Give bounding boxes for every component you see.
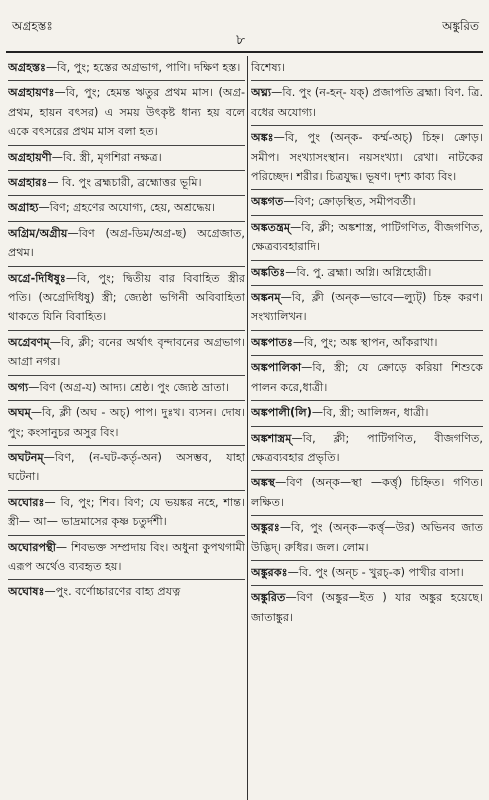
entry-headword: অঙ্কনম্ [251,291,281,305]
entry-definition: —বি, ক্লী (অন্ক—ভাবে—ল্যুট্) চিহ্ন করণ। সংখ্যালিখন। [251,291,483,324]
entry-definition: —বি. পুং (ন-হন্- যক্) প্রজাপতি ব্রহ্মা। বিণ. ত্রি. বধের অযোগ্য। [251,86,483,119]
dictionary-entry [8,56,245,81]
dictionary-entry [8,267,245,331]
left-column [8,56,245,800]
entry-definition: — বি. পুং ব্রহ্মচারী, ব্রহ্মোত্তর ভূমি। [47,176,202,190]
dictionary-entry [251,427,483,472]
entry-headword: অঘোষঃ [8,585,45,599]
page-number: ৮ [236,32,246,48]
entry-headword: অঙ্কপাতঃ [251,335,293,349]
dictionary-entry [251,586,483,630]
entry-definition: —বি, পুং; হেমন্ত ঋতুর প্রথম মাস। (অগ্র-প্রথম, হায়ন বৎসর) এ সময় উৎকৃষ্ট ধান্য হয় বলে একে বৎসরের প্রথম মাস বলা হত। [8,86,245,139]
dictionary-entry [251,56,483,81]
dictionary-entry [251,216,483,261]
column-divider [247,56,248,800]
entry-definition: —বি, পুং; দ্বিতীয় বার বিবাহিত স্ত্রীর পতি। (অগ্রেদিধিষু) স্ত্রী; জ্যেষ্ঠা ভগিনী অবিবাহিতা থাকতে যিনি বিবাহিত। [8,271,245,324]
entry-definition: —বিণ (অঙ্কুর—ইত ) যার অঙ্কুর হয়েছে। জাতাঙ্কুর। [251,591,483,624]
entry-headword: অঙ্কতন্ত্রম্ [251,220,291,234]
dictionary-entry [251,471,483,516]
dictionary-entry [8,81,245,145]
entry-definition: —বি. পু. ব্রহ্মা। অগ্নি। অগ্নিহোত্রী। [285,265,432,279]
entry-headword: অগ্রিম/অগ্রীয় [8,226,68,240]
entry-definition: —বি. পুং (অন্চ - খুরচ্-ক) পাখীর বাসা। [287,565,464,579]
entry-headword: অগ্য [8,380,29,394]
dictionary-entry [251,126,483,190]
entry-definition: —বিণ; গ্রহণের অযোগ্য, হেয়, অশ্রদ্ধেয়। [38,201,216,215]
header-rule [6,51,483,53]
entry-definition: —বি, ক্লী; পাটিগণিত, বীজগণিত, ক্ষেত্রব্যবহার প্রভৃতি। [251,431,483,464]
dictionary-entry [251,356,483,401]
entry-definition: —বিণ (অন্ক—স্থা —কর্ত্তৃ) চিহ্নিত। গণিত। লক্ষিত। [251,476,483,509]
entry-definition: —বি, স্ত্রী; আলিঙ্গন, ধাত্রী। [311,406,429,420]
entry-headword: অগ্রহস্তঃ [8,61,46,74]
entry-headword: অঙ্কঃ [251,131,274,145]
entry-headword: অঙ্কতিঃ [251,265,286,279]
entry-definition: — শিবভক্ত সম্প্রদায় বিং। অধুনা কুপথগামী এরূপ অর্থেও ব্যবহৃত হয়। [8,540,245,573]
page-header [0,8,489,48]
dictionary-entry [251,261,483,286]
dictionary-entry [251,190,483,215]
entry-definition: —বি, স্ত্রী; যে ক্রোড়ে করিয়া শিশুকে পালন করে,ধাত্রী। [251,361,483,394]
entry-definition: —বিণ (অগ্র-য) আদ্য। শ্রেষ্ঠ। পুং জ্যেষ্ঠ ভ্রাতা। [28,380,229,394]
entry-definition: —বিণ, (ন-ঘট-কর্তৃ-অন) অসম্ভব, যাহা ঘটেনা। [8,450,245,484]
entry-headword: অঘোরঃ [8,495,45,509]
dictionary-entry [8,446,245,491]
dictionary-entry [251,561,483,586]
entry-headword: অঙ্কপালী(লি) [251,406,312,420]
guide-word-left: অগ্রহস্তঃ [12,19,53,33]
entry-definition: —বিণ; ক্রোড়স্থিত, সমীপবর্তী। [283,195,416,209]
entry-definition: বিশেষ্য। [251,61,285,74]
entry-headword: অঘটনম্ [8,450,44,464]
entry-headword: অঘম্ [8,406,31,420]
dictionary-entry [251,81,483,126]
entry-definition: —বি, পুং; হস্তের অগ্রভাগ, পাণি। দক্ষিণ হস্ত। [45,61,241,74]
dictionary-entry [8,196,245,221]
dictionary-entry [251,516,483,561]
entry-headword: অগ্রাহ্য [8,201,39,215]
dictionary-entry [8,146,245,171]
entry-headword: অঙ্কপালিকা [251,361,302,375]
dictionary-entry [8,491,245,536]
entry-headword: অগ্রে-দিধিষুঃ [8,271,66,285]
dictionary-entry [8,171,245,196]
dictionary-entry [8,331,245,376]
dictionary-entry [251,331,483,356]
right-column [251,56,483,800]
entry-headword: অগ্রেবণম্ [8,335,50,349]
entry-headword: অগ্রহায়ণী [8,150,52,164]
entry-definition: —বি, ক্লী; বনের অর্থাৎ বৃন্দাবনের অগ্রভাগ। আগ্রা নগর। [8,335,245,369]
entry-definition: —বি, পুং; অঙ্ক স্থাপন, আঁকরাখা। [292,335,438,349]
entry-headword: অগ্রহায়ণঃ [8,86,55,100]
entry-headword: অগ্রহারঃ [8,176,48,190]
dictionary-entry [251,401,483,426]
dictionary-entry [8,536,245,581]
dictionary-entry [8,222,245,267]
entry-headword: অঙ্কশাস্ত্রম্ [251,431,292,445]
entry-definition: —বি, ক্লী; অঙ্কশাস্ত্র, পাটিগণিত, বীজগণিত, ক্ষেত্রব্যবহারাদি। [251,220,483,254]
entry-headword: অঙ্কস্থ [251,476,276,490]
entry-headword: অঘ্ন্য [251,86,272,100]
entry-definition: —বি, পুং (অন্ক- কর্ম্ম-অচ্) চিহ্ন। ক্রোড়। সমীপ। সংখ্যাসংস্থান। নয়সংখ্যা। রেখা। নাটকের পরিচ্ছেদ। শরীর। চিত্রযুদ্ধ। ভূষণ। দৃশ্য কাব্য বিং। [251,131,483,184]
entry-definition: — বি, পুং; শিব। বিণ; যে ভয়ঙ্কর নহে, শান্ত। স্ত্রী— আ— ভাদ্রমাসের কৃষ্ণ চতুর্দশী। [8,495,245,529]
entry-headword: অঙ্কুরিত [251,591,286,605]
entry-headword: অঘোরপন্থী [8,540,56,554]
dictionary-entry [251,286,483,331]
entry-definition: —বি, পুং (অন্ক—কর্ত্তৃ—উর) অভিনব জাত উদ্ভিদ্। রুধির। জল। লোম। [251,521,483,554]
dictionary-entry [8,376,245,401]
entry-definition: —বি. স্ত্রী, মৃগশিরা নক্ষত্র। [51,150,162,164]
entry-definition: —বিণ (অগ্র-ডিম/অগ্র-ছ) অগ্রেজাত, প্রথম। [8,226,245,260]
entry-headword: অঙ্কুরঃ [251,521,280,535]
entry-definition: —পুং. বর্ণোচ্চারণের বাহ্য প্রযত্ন [44,585,181,599]
entry-headword: অঙ্কগত [251,195,284,209]
dictionary-entry [8,580,245,604]
entry-definition: —বি, ক্লী (অঘ - অচ্) পাপ। দুঃখ। ব্যসন। দোষ। পুং; কংসানুচর অসুর বিং। [8,406,245,439]
guide-word-right: অঙ্কুরিত [442,19,479,33]
dictionary-entry [8,401,245,446]
entry-headword: অঙ্কুরকঃ [251,565,288,579]
